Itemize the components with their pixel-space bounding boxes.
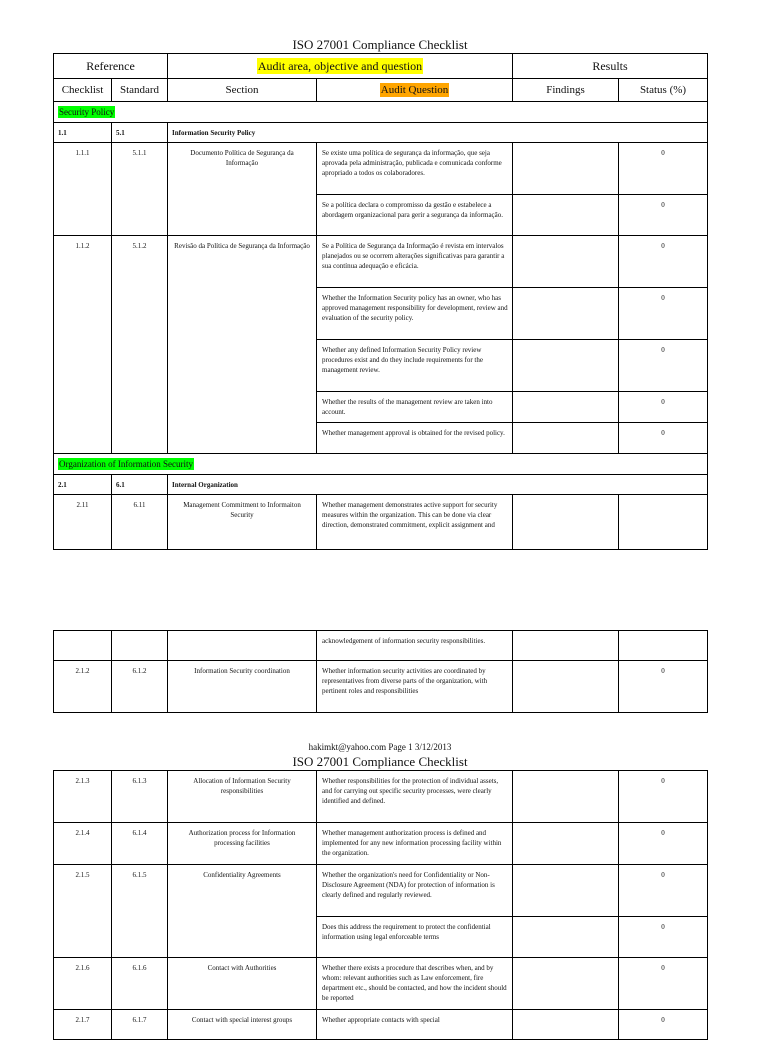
findings-cell[interactable] [513,865,619,917]
status-cell[interactable]: 0 [619,423,708,454]
row-checklist: 2.1.2 [54,661,112,713]
status-cell[interactable]: 0 [619,917,708,958]
row-standard: 6.1.2 [112,661,168,713]
status-cell[interactable] [619,631,708,661]
audit-question-cell: Se existe uma política de segurança da informação, que seja aprovada pela administração, publicada e comunicada conforme apropriado a todos os colaboradores. [317,143,513,195]
subsection-checklist: 1.1 [54,123,112,143]
results-header: Results [513,54,708,79]
status-cell[interactable] [619,495,708,550]
findings-cell[interactable] [513,392,619,423]
findings-cell[interactable] [513,771,619,823]
reference-header: Reference [54,54,168,79]
audit-question-label: Audit Question [380,84,449,96]
row-section: Management Commitment to Informaiton Security [168,495,317,550]
audit-question-cell: acknowledgement of information security responsibilities. [317,631,513,661]
section-column-header: Section [168,79,317,102]
row-section: Documento Política de Segurança da Informação [168,143,317,236]
audit-question-cell: Whether information security activities are coordinated by representatives from diverse parts of the organization, with pertinent roles and responsibilities [317,661,513,713]
section-heading-organization [54,454,708,475]
status-cell[interactable]: 0 [619,1010,708,1040]
status-cell[interactable]: 0 [619,288,708,340]
row-standard: 5.1.2 [112,236,168,454]
row-checklist: 2.1.5 [54,865,112,958]
findings-cell[interactable] [513,917,619,958]
findings-cell[interactable] [513,236,619,288]
audit-question-cell: Whether any defined Information Security Policy review procedures exist and do they include requirements for the management review. [317,340,513,392]
document-title-page-2: ISO 27001 Compliance Checklist [292,754,468,769]
audit-question-cell: Whether management approval is obtained for the revised policy. [317,423,513,454]
row-standard: 6.1.4 [112,823,168,865]
row-checklist: 1.1.2 [54,236,112,454]
status-cell[interactable]: 0 [619,143,708,195]
findings-cell[interactable] [513,423,619,454]
standard-column-header: Standard [112,79,168,102]
row-standard: 6.1.7 [112,1010,168,1040]
findings-cell[interactable] [513,288,619,340]
findings-cell[interactable] [513,195,619,236]
row-checklist: 2.1.3 [54,771,112,823]
row-section: Revisão da Política de Segurança da Informação [168,236,317,454]
status-cell[interactable]: 0 [619,340,708,392]
findings-cell[interactable] [513,340,619,392]
row-section: Contact with Authorities [168,958,317,1010]
row-checklist: 2.11 [54,495,112,550]
row-checklist: 1.1.1 [54,143,112,236]
findings-column-header: Findings [513,79,619,102]
findings-cell[interactable] [513,661,619,713]
findings-cell[interactable] [513,631,619,661]
row-standard: 5.1.1 [112,143,168,236]
row-section: Contact with special interest groups [168,1010,317,1040]
status-cell[interactable]: 0 [619,392,708,423]
audit-question-cell: Whether there exists a procedure that describes when, and by whom: relevant authorities such as Law enforcement, fire department etc., should be contacted, and how the incident should be reported [317,958,513,1010]
subsection-standard: 6.1 [112,475,168,495]
subsection-title: Information Security Policy [168,123,708,143]
row-standard: 6.11 [112,495,168,550]
audit-question-cell: Se a Política de Segurança da Informação é revista em intervalos planejados ou se ocorrem alterações significativas para garantir a sua contínua adequação e eficácia. [317,236,513,288]
row-standard: 6.1.5 [112,865,168,958]
audit-question-cell: Whether the organization's need for Confidentiality or Non-Disclosure Agreement (NDA) for protection of information is clearly defined and regularly reviewed. [317,865,513,917]
security-policy-label: Security Policy [59,107,115,117]
status-cell[interactable]: 0 [619,195,708,236]
status-cell[interactable]: 0 [619,865,708,917]
audit-question-cell: Se a política declara o compromisso da gestão e estabelece a abordagem organizacional para gerir a segurança da informação. [317,195,513,236]
row-section: Authorization process for Information processing facilities [168,823,317,865]
findings-cell[interactable] [513,823,619,865]
audit-question-cell: Whether responsibilities for the protection of individual assets, and for carrying out specific security processes, were clearly identified and defined. [317,771,513,823]
audit-area-header [168,54,513,79]
checklist-table-page-1 [53,53,707,550]
section-heading-security-policy [54,102,708,123]
row-standard [112,631,168,661]
audit-question-column-header [317,79,513,102]
page-footer: hakimkt@yahoo.com Page 1 3/12/2013 [308,742,452,752]
status-column-header: Status (%) [619,79,708,102]
status-cell[interactable]: 0 [619,823,708,865]
row-checklist [54,631,112,661]
audit-question-cell: Whether the Information Security policy has an owner, who has approved management responsibility for development, review and evaluation of the security policy. [317,288,513,340]
row-section: Information Security coordination [168,661,317,713]
status-cell[interactable]: 0 [619,958,708,1010]
organization-security-label: Organization of Information Security [59,459,194,469]
audit-question-cell: Whether management demonstrates active support for security measures within the organization. This can be done via clear direction, demonstrated commitment, explicit assignment and [317,495,513,550]
subsection-checklist: 2.1 [54,475,112,495]
audit-question-cell: Does this address the requirement to protect the confidential information using legal enforceable terms [317,917,513,958]
audit-question-cell: Whether appropriate contacts with special [317,1010,513,1040]
subsection-standard: 5.1 [112,123,168,143]
audit-question-cell: Whether management authorization process is defined and implemented for any new information processing facility within the organization. [317,823,513,865]
status-cell[interactable]: 0 [619,771,708,823]
document-title: ISO 27001 Compliance Checklist [292,37,468,52]
row-checklist: 2.1.7 [54,1010,112,1040]
checklist-table-continuation [53,630,707,713]
row-section [168,631,317,661]
row-standard: 6.1.3 [112,771,168,823]
findings-cell[interactable] [513,495,619,550]
checklist-table-page-2 [53,770,707,1040]
audit-area-label: Audit area, objective and question [257,58,423,73]
row-checklist: 2.1.6 [54,958,112,1010]
findings-cell[interactable] [513,958,619,1010]
status-cell[interactable]: 0 [619,661,708,713]
status-cell[interactable]: 0 [619,236,708,288]
row-section: Confidentiality Agreements [168,865,317,958]
audit-question-cell: Whether the results of the management review are taken into account. [317,392,513,423]
findings-cell[interactable] [513,143,619,195]
checklist-column-header: Checklist [54,79,112,102]
row-section: Allocation of Information Security responsibilities [168,771,317,823]
findings-cell[interactable] [513,1010,619,1040]
subsection-title: Internal Organization [168,475,708,495]
row-checklist: 2.1.4 [54,823,112,865]
row-standard: 6.1.6 [112,958,168,1010]
